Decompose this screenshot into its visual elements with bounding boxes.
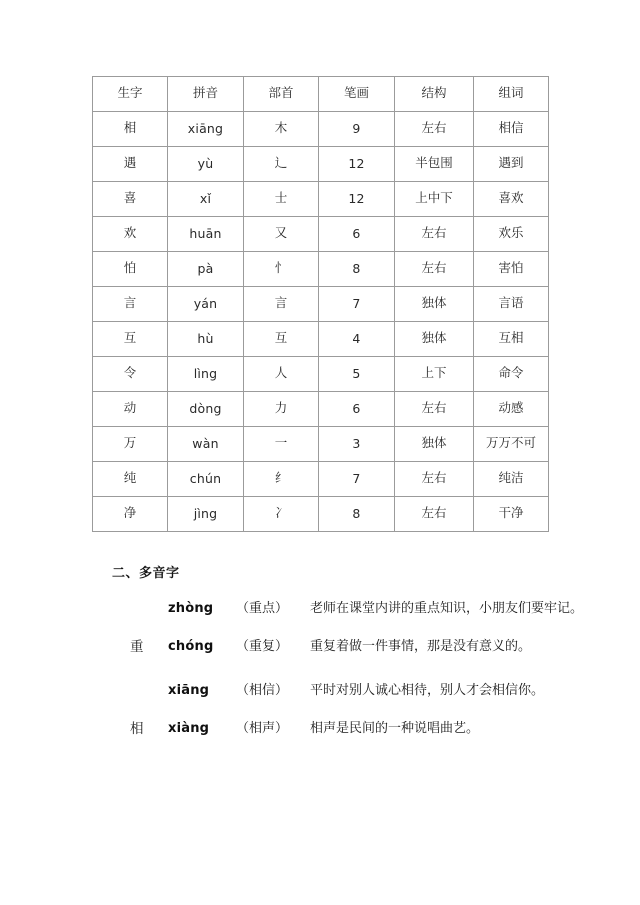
section-heading-duoyinzi: 二、多音字 xyxy=(112,565,180,580)
cell-zuci: 干净 xyxy=(474,497,549,532)
cell-zuci: 纯洁 xyxy=(474,462,549,497)
cell-bushou: 一 xyxy=(244,427,319,462)
cell-pinyin: xiāng xyxy=(168,112,244,147)
vocabulary-table xyxy=(92,76,549,532)
column-header-shengzi: 生字 xyxy=(93,77,168,112)
table-row xyxy=(93,112,549,147)
vocabulary-table-container xyxy=(92,76,548,532)
cell-jiegou: 上中下 xyxy=(395,182,474,217)
cell-jiegou: 独体 xyxy=(395,287,474,322)
cell-zuci: 喜欢 xyxy=(474,182,549,217)
cell-bihua: 7 xyxy=(319,287,395,322)
cell-bushou: 言 xyxy=(244,287,319,322)
cell-bihua: 6 xyxy=(319,392,395,427)
cell-shengzi: 相 xyxy=(93,112,168,147)
duoyinzi-word: （相声） xyxy=(236,720,289,735)
duoyinzi-word: （重复） xyxy=(236,638,289,653)
cell-zuci: 遇到 xyxy=(474,147,549,182)
cell-bihua: 4 xyxy=(319,322,395,357)
cell-jiegou: 左右 xyxy=(395,392,474,427)
duoyinzi-group xyxy=(112,597,584,673)
duoyinzi-pinyin: chóng xyxy=(168,639,214,654)
cell-shengzi: 喜 xyxy=(93,182,168,217)
cell-shengzi: 互 xyxy=(93,322,168,357)
cell-bihua: 8 xyxy=(319,252,395,287)
cell-bihua: 7 xyxy=(319,462,395,497)
cell-pinyin: yù xyxy=(168,147,244,182)
cell-bihua: 3 xyxy=(319,427,395,462)
table-row xyxy=(93,287,549,322)
table-row xyxy=(93,392,549,427)
cell-jiegou: 左右 xyxy=(395,462,474,497)
cell-shengzi: 欢 xyxy=(93,217,168,252)
table-header-row xyxy=(93,77,549,112)
cell-zuci: 相信 xyxy=(474,112,549,147)
cell-bihua: 9 xyxy=(319,112,395,147)
duoyinzi-pinyin: xiāng xyxy=(168,683,210,698)
duoyinzi-pinyin: xiàng xyxy=(168,721,210,736)
cell-bushou: 木 xyxy=(244,112,319,147)
cell-bihua: 5 xyxy=(319,357,395,392)
cell-shengzi: 言 xyxy=(93,287,168,322)
duoyinzi-sentence: 相声是民间的一种说唱曲艺。 xyxy=(310,720,480,735)
duoyinzi-pinyin: zhòng xyxy=(168,601,214,616)
table-row xyxy=(93,252,549,287)
cell-jiegou: 左右 xyxy=(395,112,474,147)
cell-shengzi: 遇 xyxy=(93,147,168,182)
cell-zuci: 言语 xyxy=(474,287,549,322)
table-row xyxy=(93,322,549,357)
duoyinzi-reading-line xyxy=(112,635,572,673)
cell-jiegou: 左右 xyxy=(395,217,474,252)
column-header-bushou: 部首 xyxy=(244,77,319,112)
cell-pinyin: hù xyxy=(168,322,244,357)
cell-shengzi: 怕 xyxy=(93,252,168,287)
cell-shengzi: 纯 xyxy=(93,462,168,497)
cell-shengzi: 万 xyxy=(93,427,168,462)
cell-bihua: 8 xyxy=(319,497,395,532)
table-row xyxy=(93,357,549,392)
cell-pinyin: chún xyxy=(168,462,244,497)
cell-jiegou: 左右 xyxy=(395,252,474,287)
cell-pinyin: lìng xyxy=(168,357,244,392)
cell-bushou: 士 xyxy=(244,182,319,217)
table-row xyxy=(93,217,549,252)
column-header-bihua: 笔画 xyxy=(319,77,395,112)
duoyinzi-group xyxy=(112,679,572,755)
cell-jiegou: 上下 xyxy=(395,357,474,392)
duoyinzi-reading-line xyxy=(112,717,572,755)
cell-pinyin: huān xyxy=(168,217,244,252)
duoyinzi-character: 相 xyxy=(130,721,144,736)
cell-bushou: 冫 xyxy=(244,497,319,532)
duoyinzi-sentence: 平时对别人诚心相待，别人才会相信你。 xyxy=(310,682,545,697)
cell-pinyin: xǐ xyxy=(168,182,244,217)
cell-pinyin: jìng xyxy=(168,497,244,532)
duoyinzi-word: （相信） xyxy=(236,682,289,697)
cell-jiegou: 左右 xyxy=(395,497,474,532)
cell-zuci: 动感 xyxy=(474,392,549,427)
cell-shengzi: 净 xyxy=(93,497,168,532)
duoyinzi-reading-line xyxy=(112,679,572,717)
cell-jiegou: 独体 xyxy=(395,322,474,357)
cell-bushou: 力 xyxy=(244,392,319,427)
table-row xyxy=(93,182,549,217)
cell-pinyin: wàn xyxy=(168,427,244,462)
duoyinzi-word: （重点） xyxy=(236,600,289,615)
cell-pinyin: dòng xyxy=(168,392,244,427)
cell-bushou: 忄 xyxy=(244,252,319,287)
cell-shengzi: 令 xyxy=(93,357,168,392)
cell-zuci: 互相 xyxy=(474,322,549,357)
cell-shengzi: 动 xyxy=(93,392,168,427)
cell-bushou: 互 xyxy=(244,322,319,357)
cell-bushou: 又 xyxy=(244,217,319,252)
cell-pinyin: pà xyxy=(168,252,244,287)
cell-bihua: 12 xyxy=(319,147,395,182)
duoyinzi-sentence: 重复着做一件事情，那是没有意义的。 xyxy=(310,638,532,653)
cell-zuci: 欢乐 xyxy=(474,217,549,252)
table-row xyxy=(93,462,549,497)
column-header-jiegou: 结构 xyxy=(395,77,474,112)
column-header-pinyin: 拼音 xyxy=(168,77,244,112)
cell-bushou: 辶 xyxy=(244,147,319,182)
cell-zuci: 命令 xyxy=(474,357,549,392)
cell-bihua: 6 xyxy=(319,217,395,252)
cell-bushou: 纟 xyxy=(244,462,319,497)
duoyinzi-character: 重 xyxy=(130,639,144,654)
cell-jiegou: 独体 xyxy=(395,427,474,462)
cell-pinyin: yán xyxy=(168,287,244,322)
cell-bushou: 人 xyxy=(244,357,319,392)
cell-zuci: 万万不可 xyxy=(474,427,549,462)
column-header-zuci: 组词 xyxy=(474,77,549,112)
table-row xyxy=(93,147,549,182)
table-row xyxy=(93,427,549,462)
duoyinzi-reading-line xyxy=(112,597,584,635)
duoyinzi-sentence: 老师在课堂内讲的重点知识，小朋友们要牢记。 xyxy=(310,600,584,615)
cell-bihua: 12 xyxy=(319,182,395,217)
table-row xyxy=(93,497,549,532)
cell-zuci: 害怕 xyxy=(474,252,549,287)
cell-jiegou: 半包围 xyxy=(395,147,474,182)
duoyinzi-section xyxy=(112,562,584,761)
